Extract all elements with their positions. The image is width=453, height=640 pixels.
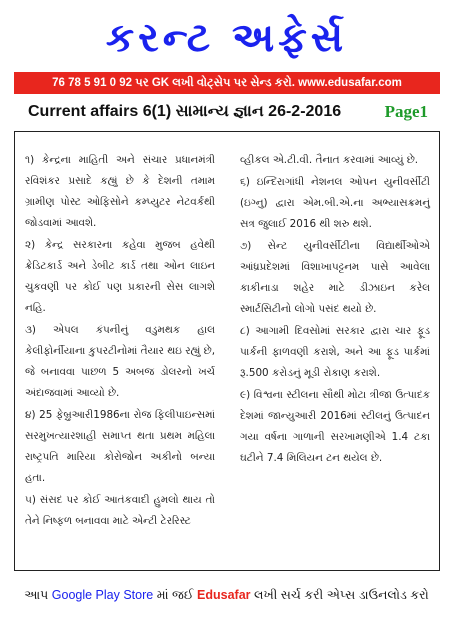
content-box (14, 131, 440, 571)
news-item: ૫) સંસદ પર કોઈ આતંકવાદી હુમલો થાય તો તેને નિષ્ફળ બનાવવા માટે એન્ટી ટેરરિસ્ટ (25, 494, 215, 527)
footer-suffix: લખી સર્ચ કરી એપ્સ ડાઉનલોડ કરો (250, 588, 429, 602)
page-title: કરન્ટ અફેર્સ (105, 15, 348, 61)
footer-app-store: Google Play Store (51, 588, 154, 602)
news-item: ૩) એપલ કંપનીનું વડુમથક હાલ કેલીફોર્નીયાના કુપરટીનોમાં તૈયાર થઇ રહ્યું છે, જે બનાવવા પાછળ 5 અબજ ડોલરનો ખર્ચ અંદાજવામાં આવ્યો છે. (25, 324, 215, 399)
heading-row (28, 100, 428, 124)
news-item: ૧) કેન્દ્રના માહિતી અને સંચાર પ્રધાનમંત્રી રવિશંકર પ્રસાદે કહ્યું છે કે દેશની તમામ ગ્રામીણ પોસ્ટ ઓફિસોને કમ્પ્યુટર નેટવર્કથી જોડવામાં આવશે. (25, 154, 215, 229)
document-heading: Current affairs 6(1) સામાન્ય જ્ઞાન 26-2-2016 (28, 103, 342, 120)
news-item: ૭) સેન્ટ યુનીવર્સીટીના વિદ્યાર્થીઓએ આંધ્રપ્રદેશમાં વિશાખાપટ્ટનમ પાસે આવેલા કાકીનાડા શહેર માટે ડીઝાઇન કરેલ સ્માર્ટસિટીનો લોગો પસંદ થયો છે. (240, 240, 430, 315)
footer-brand: Edusafar (197, 588, 251, 602)
news-item: ૨) કેન્દ્ર સરકારના કહેવા મુજબ હવેથી ક્રેડિટકાર્ડ અને ડેબીટ કાર્ડ તથા ઓન લાઇન ચુકવણી પર કોઈ પણ પ્રકારની સેસ લાગશે નહિ. (25, 239, 215, 314)
left-column (25, 150, 215, 533)
news-item: ૬) ઇન્દિરાગાંધી નેશનલ ઓપન યુનીવર્સીટી (ઇગ્નુ) દ્વારા એમ.બી.એ.ના અભ્યાસક્રમનું સત્ર જુલાઈ 2016 થી શરુ થશે. (240, 176, 430, 230)
news-item: ૯) વિશ્વના સ્ટીલના સૌથી મોટા ત્રીજા ઉત્પાદક દેશમાં જાન્યુઆરી 2016માં સ્ટીલનું ઉત્પાદન ગયા વર્ષના ગાળાની સરખામણીએ 1.4 ટકા ઘટીને 7.4 મિલિયન ટન થયેલ છે. (240, 389, 430, 464)
footer-middle: માં જઈ (153, 588, 198, 602)
news-item: ૮) આગામી દિવસોમાં સરકાર દ્વારા ચાર ફૂડ પાર્કની ફાળવણી કરાશે, અને આ ફૂડ પાર્કમાં રૂ.500 કરોડનું મૂડી રોકાણ કરાશે. (240, 325, 430, 379)
page-number-label: Page1 (384, 102, 428, 121)
footer-prefix: આપ (24, 588, 52, 602)
news-item: વ્હીકલ એ.ટી.વી. તૈનાત કરવામાં આવ્યું છે. (240, 154, 419, 166)
footer-note (0, 588, 453, 603)
news-item: ૪) 25 ફેબ્રુઆરી1986ના રોજ ફિલીપાઇન્સમાં સરમુખત્યારશાહી સમાપ્ત થતા પ્રથમ મહિલા રાષ્ટ્રપતિ મારિયા કોરોજોન અકીનો બન્યા હતા. (25, 409, 215, 484)
right-column (240, 150, 430, 470)
contact-strip: 76 78 5 91 0 92 પર GK લખી વોટ્સેપ પર સેન્ડ કરો. www.edusafar.com (14, 72, 440, 94)
